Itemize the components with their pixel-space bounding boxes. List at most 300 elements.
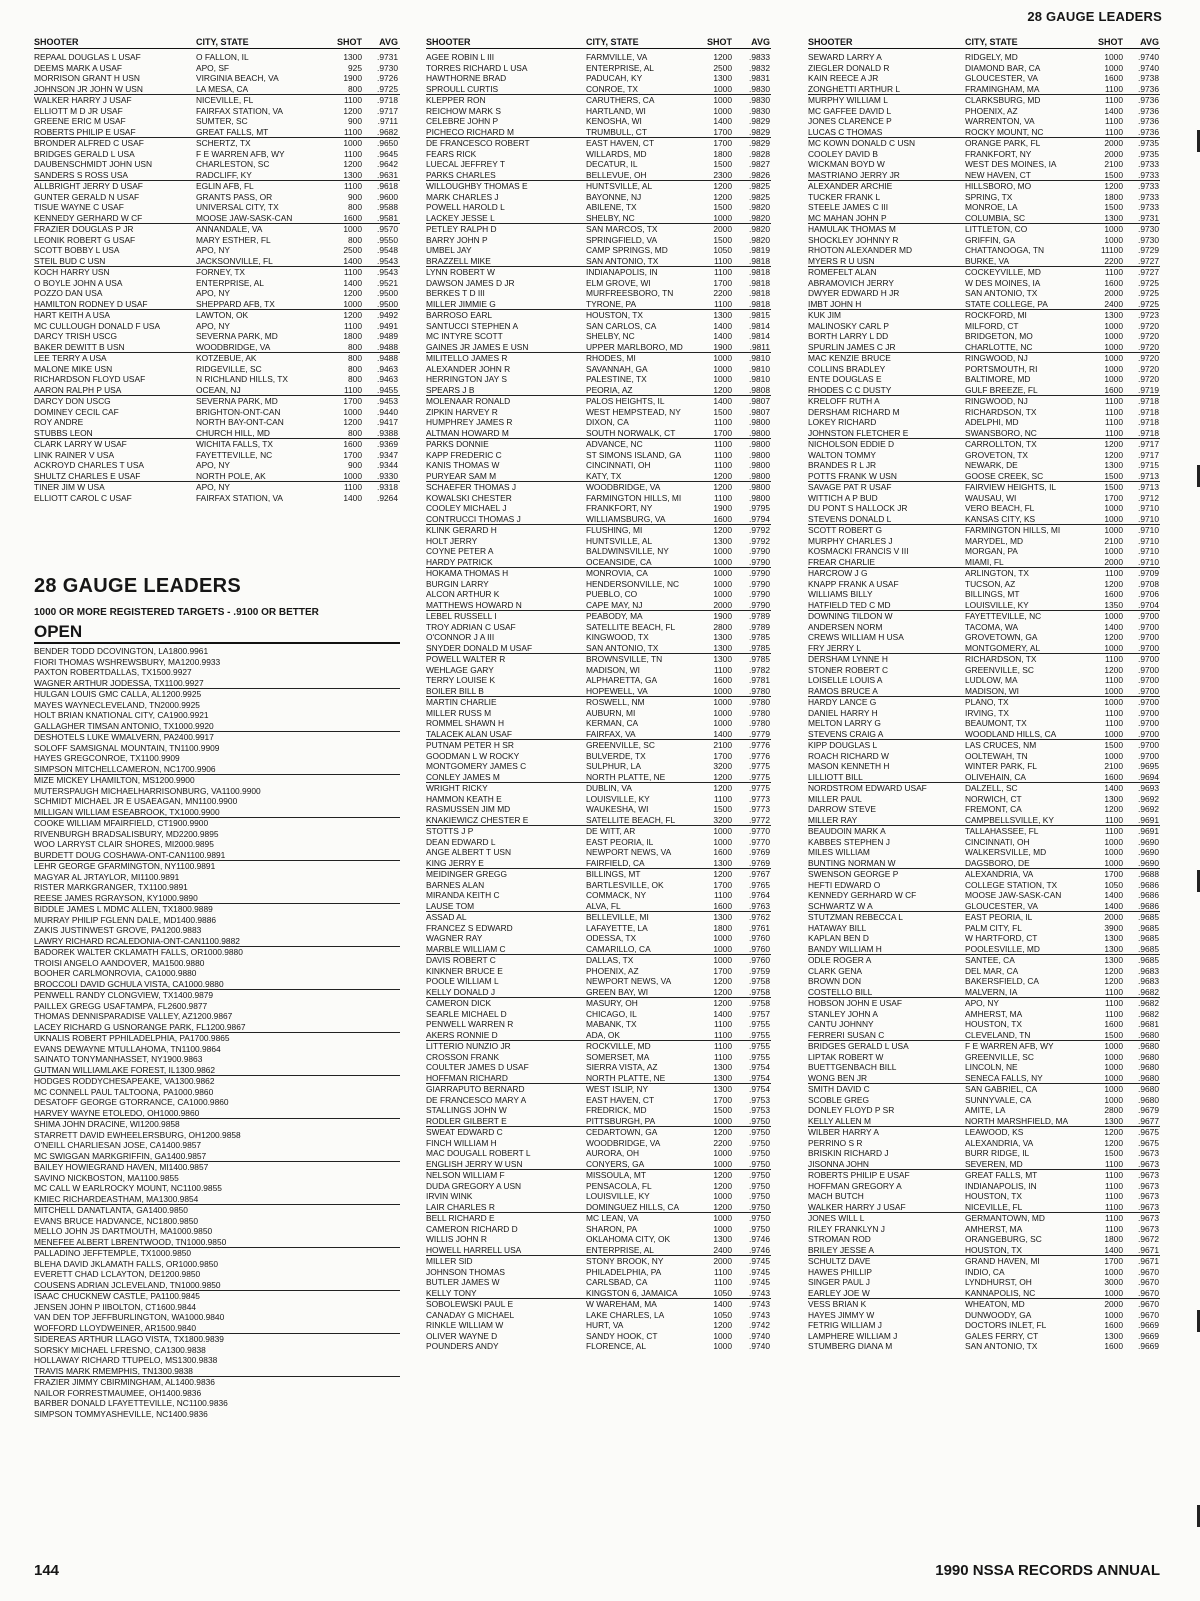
shooter-name: BARRY JOHN P [426, 234, 488, 245]
shot-count: 1000 [186, 1236, 206, 1247]
shooter-name: SNYDER DONALD M USAF [426, 642, 533, 653]
city-state: FAIRFAX STATION, VA [196, 492, 284, 503]
city-state: GRIFFIN, GA [965, 234, 1016, 245]
table-row [426, 858, 771, 870]
shot-count: 2800 [713, 621, 732, 632]
average: .9673 [1138, 1213, 1159, 1223]
table-row [808, 1224, 1160, 1235]
table-row [34, 170, 400, 182]
average: .9755 [749, 1041, 770, 1051]
table-row [426, 73, 771, 84]
shot-count: 1200 [1104, 449, 1123, 460]
table-row [426, 181, 771, 192]
city-state: ASHEVILLE, NC [105, 1408, 169, 1419]
shooter-name: SINGER PAUL J [808, 1277, 870, 1287]
average: .9738 [1138, 73, 1159, 83]
shooter-name: KINKNER BRUCE E [426, 965, 503, 976]
average: .9780 [749, 718, 770, 728]
table-row [426, 278, 771, 289]
table-row [426, 740, 771, 751]
shot-count: 1100 [188, 1398, 207, 1408]
table-row [808, 600, 1160, 612]
city-state: CLEVELAND, TN [965, 1029, 1031, 1040]
shooter-name: JOHNSON JR JOHN W USN [34, 83, 143, 94]
table-row [808, 417, 1160, 428]
average: .9642 [377, 159, 398, 169]
table-row [34, 95, 400, 106]
shooter-name: LAUSE TOM [426, 900, 475, 911]
shooter-name: SIDEREAS ARTHUR L [34, 1334, 120, 1344]
city-state: BEAUMONT, TX [965, 718, 1027, 728]
shooter-name: SCHMIDT MICHAEL JR E USA [34, 796, 152, 806]
city-state: CLARKSBURG, MD [965, 95, 1041, 105]
shot-count: 1200 [1104, 664, 1123, 675]
table-row [34, 915, 400, 926]
city-state: CHURCH HILL, MD [196, 427, 270, 438]
shooter-name: ALEXANDER ARCHIE [808, 181, 893, 191]
table-row [426, 1041, 771, 1052]
shot-count: 1200 [161, 689, 181, 699]
city-state: GREENVILLE, SC [586, 740, 655, 750]
shot-count: 1000 [1104, 750, 1123, 761]
average: .9725 [1138, 288, 1159, 298]
city-state: MALVERN, PA [119, 732, 175, 742]
city-state: KANSAS CITY, KS [965, 513, 1036, 524]
table-row [34, 882, 400, 893]
table-row [426, 407, 771, 418]
shot-count: 1100 [1104, 826, 1123, 836]
city-state: GALES FERRY, CT [965, 1330, 1039, 1341]
shot-count: 1400 [343, 277, 362, 288]
table-row [808, 525, 1160, 536]
city-state: MADISON, WI [965, 685, 1019, 696]
average: .9850 [199, 1279, 221, 1290]
shooter-name: MORRISON GRANT H USN [34, 73, 140, 83]
city-state: ANNANDALE, VA [196, 224, 263, 234]
table-row [426, 192, 771, 203]
city-state: SHEPPARD AFB, TX [196, 298, 275, 309]
shot-count: 1100 [139, 1172, 158, 1183]
shot-count: 1400 [161, 1140, 181, 1150]
average: .9729 [1138, 245, 1159, 255]
shooter-name: KELLY DONALD J [426, 986, 496, 997]
average: .9933 [199, 656, 221, 667]
shooter-name: BIDDLE JAMES L MD [34, 904, 117, 914]
shot-count: 1000 [1104, 1266, 1123, 1277]
table-row [426, 450, 771, 461]
shot-count: 1100 [200, 935, 219, 946]
shot-count: 1000 [713, 1213, 732, 1223]
shooter-name: MELLO JOHN J [34, 1226, 95, 1236]
shooter-name: MIRANDA KEITH C [426, 890, 500, 900]
table-row [426, 1234, 771, 1245]
shooter-name: JOHNSTON FLETCHER E [808, 427, 909, 438]
shot-count: 1050 [713, 1287, 732, 1298]
shot-count: 1200 [180, 656, 200, 667]
shooter-name: HODGES RODDY [34, 1076, 103, 1086]
average: .9690 [1138, 836, 1159, 847]
average: .9820 [749, 212, 770, 223]
shooter-name: HOKAMA THOMAS H [426, 568, 509, 578]
table-row [426, 686, 771, 698]
average: .9790 [749, 546, 770, 556]
city-state: ALPHARETTA, GA [586, 675, 658, 685]
city-state: OOLTEWAH, TN [965, 750, 1028, 761]
average: .9543 [377, 255, 398, 266]
shot-count: 2400 [174, 732, 193, 742]
city-state: OKLAHOMA CITY, OK [586, 1234, 671, 1244]
shot-count: 3200 [713, 761, 732, 771]
shooter-name: ISAAC CHUCK [34, 1291, 92, 1301]
average: .9550 [377, 234, 398, 245]
average: .9600 [377, 191, 398, 202]
table-row [426, 1288, 771, 1300]
shooter-name: LACEY RICHARD G USN [34, 1021, 131, 1032]
average: .9785 [749, 642, 770, 653]
city-state: HOUSTON, TX [965, 1019, 1022, 1029]
city-state: MADISON, WI [586, 664, 640, 675]
average: .9488 [377, 353, 398, 363]
shooter-name: MENEFEE ALBERT L [34, 1236, 116, 1247]
average: .9750 [749, 1127, 770, 1137]
shot-count: 1700 [713, 1094, 732, 1105]
city-state: CARROLLTON, TX [965, 439, 1037, 449]
city-state: ODESSA, TX [114, 677, 165, 688]
average: .9750 [749, 1170, 770, 1180]
shot-count: 1600 [713, 900, 732, 911]
average: .9700 [1138, 728, 1159, 739]
shooter-name: BURDETT DOUG C [34, 849, 110, 860]
average: .9740 [749, 1330, 770, 1341]
shot-count: 1100 [713, 267, 732, 277]
shot-count: 1200 [713, 783, 732, 793]
average: .9776 [749, 750, 770, 761]
city-state: JACKSONVILLE, FL [196, 255, 273, 266]
table-row [426, 159, 771, 170]
table-row [34, 1065, 400, 1077]
shooter-name: PAXTON ROBERT [34, 667, 105, 677]
shot-count: 1200 [1104, 632, 1123, 642]
table-row [426, 1191, 771, 1202]
city-state: NORWICH, CT [965, 793, 1022, 804]
table-row [808, 1191, 1160, 1202]
table-row [34, 979, 400, 991]
shot-count: 1700 [713, 138, 732, 148]
shot-count: 1500 [713, 202, 732, 212]
shooter-name: SAVINO NICK [34, 1172, 88, 1183]
city-state: MISSOULA, MT [586, 1170, 647, 1180]
table-row [34, 818, 400, 829]
shooter-name: MALONE MIKE USN [34, 363, 113, 374]
city-state: INDIANAPOLIS, IN [965, 1180, 1037, 1191]
shooter-name: SOLOFF SAM [34, 742, 88, 753]
table-rows-military [34, 52, 400, 503]
table-row [808, 493, 1160, 504]
city-state: RACINE, WI [93, 1119, 141, 1129]
table-row [808, 708, 1160, 719]
shot-count: 1100 [713, 417, 732, 427]
shot-count: 1000 [1104, 374, 1123, 384]
shot-count: 1600 [1104, 1019, 1123, 1029]
city-state: MARYDEL, MD [965, 535, 1024, 546]
table-row [808, 1245, 1160, 1257]
shot-count: 11100 [1100, 245, 1123, 255]
table-row [426, 267, 771, 278]
city-state: GREEN BAY, WI [586, 986, 649, 997]
shot-count: 1100 [186, 849, 205, 860]
table-row [34, 1097, 400, 1108]
average: .9570 [377, 224, 398, 234]
average: .9839 [202, 1334, 224, 1344]
city-state: SAN MARCOS, TX [586, 224, 658, 234]
shooter-name: MILLER RAY [808, 814, 858, 825]
shot-count: 1400 [713, 396, 732, 406]
table-row [808, 933, 1160, 944]
table-row [426, 353, 771, 364]
average: .9808 [749, 384, 770, 395]
table-row [808, 568, 1160, 579]
city-state: SHELBY, NC [586, 212, 635, 223]
shooter-name: MILLER RUSS M [426, 707, 492, 718]
average: .9700 [1138, 675, 1159, 685]
city-state: DAGSBORO, DE [965, 857, 1030, 868]
average: .9720 [1138, 341, 1159, 352]
table-row [426, 751, 771, 762]
shooter-name: KRELOFF RUTH A [808, 396, 880, 406]
table-row [808, 192, 1160, 203]
header-shooter: SHOOTER [808, 37, 853, 47]
shooter-name: ANDERSEN NORM [808, 621, 883, 632]
city-state: CHESAPEAKE, VA [102, 1076, 175, 1086]
table-row [808, 944, 1160, 956]
shooter-name: WAGNER ARTHUR J [34, 677, 115, 688]
column-3 [808, 36, 1160, 1352]
average: .9720 [1138, 320, 1159, 331]
shooter-name: MC CONNELL PAUL T [34, 1086, 120, 1097]
shooter-name: LOKEY RICHARD [808, 417, 877, 427]
shot-count: 1100 [1104, 417, 1123, 427]
shot-count: 1000 [1104, 1309, 1123, 1320]
average: .9711 [377, 116, 398, 126]
average: .9500 [377, 288, 398, 298]
city-state: SPRINGFIELD, VA [586, 234, 658, 245]
table-row [34, 1355, 400, 1366]
average: .9680 [1138, 1041, 1159, 1051]
shooter-name: SWENSON GEORGE P [808, 869, 899, 879]
shot-count: 1000 [151, 1248, 171, 1258]
average: .9867 [211, 1011, 233, 1021]
shot-count: 1200 [1104, 804, 1123, 814]
shot-count: 1300 [713, 642, 732, 653]
average: .9753 [749, 1094, 770, 1105]
average: .9463 [377, 363, 398, 374]
shot-count: 1200 [343, 417, 362, 427]
average: .9762 [749, 912, 770, 922]
shooter-name: BROCCOLI DAVID G [34, 978, 114, 989]
shot-count: 900 [348, 460, 362, 470]
city-state: WOODBRIDGE, VA [586, 1137, 661, 1148]
average: .9864 [199, 1043, 221, 1054]
shot-count: 2000 [713, 1256, 732, 1266]
shooter-name: STOTTS J P [426, 826, 474, 836]
table-row [34, 1366, 400, 1378]
shooter-name: RINKLE WILLIAM W [426, 1320, 504, 1330]
shot-count: 1000 [156, 968, 176, 978]
shot-count: 1200 [1104, 1127, 1123, 1137]
shooter-name: ROMEFELT ALAN [808, 267, 877, 277]
shooter-name: DARROW STEVE [808, 804, 876, 814]
shooter-name: JONES CLARENCE P [808, 116, 892, 126]
shooter-name: RASMUSSEN JIM MD [426, 804, 511, 814]
average: .9679 [1138, 1105, 1159, 1115]
average: .9715 [1138, 460, 1159, 470]
average: .9773 [749, 804, 770, 814]
average: .9890 [176, 892, 198, 903]
shooter-name: PARKS CHARLES [426, 169, 496, 180]
city-state: STONY BROOK, NY [586, 1256, 664, 1266]
shooter-name: DONLEY FLOYD P SR [808, 1105, 895, 1115]
city-state: NORTH PLATTE, NE [586, 771, 666, 782]
city-state: TUCSON, AZ [965, 578, 1016, 589]
city-state: KATY, TX [586, 470, 622, 481]
average: .9489 [377, 331, 398, 341]
shot-count: 1100 [1104, 654, 1123, 664]
shot-count: 1300 [1104, 955, 1123, 965]
average: .9886 [195, 914, 217, 925]
shooter-name: MC KOWN DONALD C USN [808, 138, 916, 148]
shooter-name: RAMOS BRUCE A [808, 685, 878, 696]
shooter-name: STALLINGS JOHN W [426, 1105, 507, 1115]
city-state: MONROVIA, CA [94, 968, 157, 978]
table-row [34, 364, 400, 375]
table-row [34, 353, 400, 364]
city-state: MURFREESBORO, TN [586, 288, 674, 298]
average: .9710 [1138, 535, 1159, 546]
shot-count: 1000 [173, 1086, 193, 1097]
shooter-name: KUK JIM [808, 310, 842, 320]
average: .9828 [749, 148, 770, 159]
average: .9858 [158, 1119, 180, 1129]
shooter-name: CAMERON RICHARD D [426, 1223, 518, 1234]
shot-count: 1000 [1104, 331, 1123, 341]
average: .9710 [1138, 503, 1159, 513]
table-row [34, 159, 400, 170]
city-state: SAN ANTONIO, TX [965, 288, 1038, 298]
average: .9785 [749, 654, 770, 664]
shot-count: 1800 [1104, 1234, 1123, 1244]
city-state: LAKE CHARLES, LA [586, 1309, 665, 1320]
shooter-name: TALACEK ALAN USAF [426, 728, 512, 739]
shooter-name: KENNEDY GERHARD W CF [34, 212, 143, 223]
city-state: KERMAN, CA [586, 718, 639, 728]
table-row [808, 127, 1160, 139]
average: .9455 [377, 384, 398, 395]
table-row [426, 1245, 771, 1257]
table-row [808, 256, 1160, 268]
shot-count: 1400 [148, 1205, 167, 1215]
average: .9780 [749, 685, 770, 696]
shooter-name: WONG BEN JR [808, 1072, 868, 1083]
shooter-name: PUTNAM PETER H SR [426, 740, 514, 750]
shot-count: 1000 [1104, 847, 1123, 857]
table-row [808, 643, 1160, 655]
shooter-name: WALTON TOMMY [808, 449, 876, 460]
city-state: LONGVIEW, TX [113, 990, 174, 1000]
shot-count: 2000 [713, 224, 732, 234]
table-row [808, 686, 1160, 698]
shot-count: 1200 [343, 159, 362, 169]
table-row [34, 1087, 400, 1098]
shot-count: 1900 [713, 611, 732, 621]
shot-count: 1100 [164, 677, 183, 688]
table-row [808, 718, 1160, 729]
city-state: MEMPHIS, TN [98, 1365, 154, 1376]
city-state: ADELPHI, MD [965, 417, 1019, 427]
shot-count: 1300 [1104, 943, 1123, 954]
table-row [426, 632, 771, 643]
table-row [426, 428, 771, 440]
average: .9780 [749, 707, 770, 718]
shot-count: 1200 [1104, 439, 1123, 449]
shooter-name: LEHR GEORGE G [34, 861, 105, 871]
table-row [34, 73, 400, 84]
average: .9688 [1138, 869, 1159, 879]
shooter-name: ROBERTS PHILIP E USAF [34, 126, 136, 137]
city-state: CAMARILLO, CA [586, 943, 651, 954]
shot-count: 1000 [1104, 1072, 1123, 1083]
shot-count: 1400 [713, 728, 732, 739]
table-row [34, 1312, 400, 1323]
shooter-name: MEIDINGER GREGG [426, 869, 507, 879]
city-state: BROWNSVILLE, TN [586, 654, 663, 664]
average: .9708 [1138, 578, 1159, 589]
average: .9691 [1138, 814, 1159, 825]
city-state: ENTERPRISE, AL [586, 1244, 654, 1255]
table-row [34, 396, 400, 407]
shot-count: 1300 [713, 310, 732, 320]
shot-count: 1000 [180, 1279, 200, 1290]
shooter-name: SMITH DAVID C [808, 1084, 870, 1094]
shot-count: 1100 [1104, 396, 1123, 406]
shot-count: 1100 [1104, 1180, 1123, 1191]
table-row [34, 1205, 400, 1216]
shot-count: 1000 [1104, 642, 1123, 653]
shot-count: 1700 [713, 750, 732, 761]
shot-count: 1100 [140, 871, 159, 882]
shot-count: 900 [348, 116, 362, 126]
shooter-name: COOLEY DAVID B [808, 148, 878, 159]
average: .9750 [749, 1201, 770, 1212]
average: .9742 [749, 1320, 770, 1330]
shooter-name: SEARLE MICHAEL D [426, 1008, 507, 1019]
shot-count: 1100 [181, 1043, 200, 1054]
city-state: FARMINGTON HILLS, MI [965, 525, 1061, 535]
shooter-name: CONTRUCCI THOMAS J [426, 513, 521, 524]
average: .9710 [1138, 556, 1159, 567]
shot-count: 1000 [713, 1191, 732, 1201]
shooter-name: SIMPSON MITCHELL [34, 763, 117, 774]
city-state: W HARTFORD, CT [965, 933, 1038, 943]
shot-count: 1200 [713, 1127, 732, 1137]
average: .9682 [1138, 986, 1159, 997]
shooter-name: WOO LARRY [34, 839, 86, 849]
table-row [808, 1127, 1160, 1138]
shooter-name: IMBT JOHN H [808, 298, 862, 309]
table-row [808, 159, 1160, 170]
average: .9780 [749, 697, 770, 707]
table-row [426, 955, 771, 966]
city-state: TALLAHASSEE, FL [965, 826, 1039, 836]
